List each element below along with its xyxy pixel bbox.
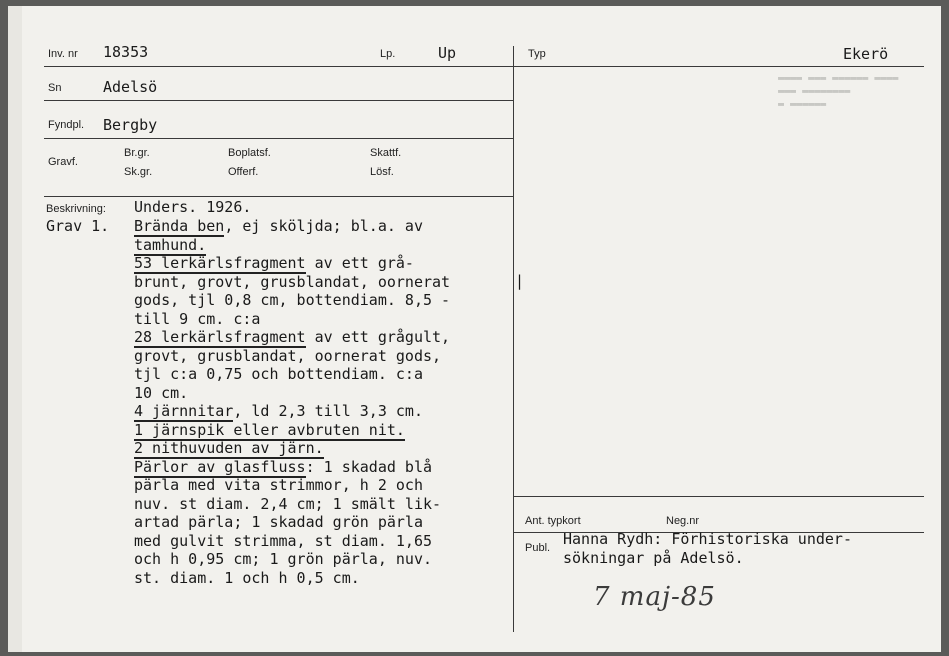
description-line (134, 365, 423, 384)
description-text: 10 cm. (134, 383, 189, 402)
description-text: brunt, grovt, grusblandat, oornerat (134, 272, 451, 291)
description-text: artad pärla; 1 skadad grön pärla (134, 513, 423, 531)
description-line (134, 476, 423, 495)
rule-2 (44, 100, 514, 101)
description-line (134, 310, 260, 329)
beskrivning-label: Beskrivning: (46, 203, 106, 215)
description-line (134, 254, 414, 273)
brgr-label: Br.gr. (124, 147, 150, 159)
description-text: med gulvit strimma, st diam. 1,65 (134, 531, 433, 550)
description-line (134, 291, 450, 310)
description-line (134, 550, 432, 569)
description-line (134, 328, 450, 347)
rule-4 (44, 196, 514, 197)
description-line (134, 217, 423, 236)
rule-typ (514, 66, 924, 67)
underlined-item: 4 järnnitar (134, 402, 234, 420)
description-line (134, 236, 206, 255)
sn-label: Sn (48, 82, 62, 94)
rule-3 (44, 138, 514, 139)
grav-label: Grav 1. (46, 217, 110, 235)
description-text: av ett grågult, (305, 328, 451, 346)
description-line (134, 421, 405, 440)
publ-label: Publ. (525, 542, 551, 554)
description-text: av ett grå- (305, 254, 414, 272)
underlined-item: Pärlor av glasfluss (134, 457, 306, 476)
description-text: grovt, grusblandat, oornerat gods, (134, 346, 442, 365)
description-text: : 1 skadad blå (305, 457, 433, 476)
underlined-item: tamhund. (134, 235, 207, 254)
description-line (134, 532, 432, 551)
description-text: st. diam. 1 och h 0,5 cm. (134, 568, 360, 587)
description-line (134, 439, 324, 458)
description-text: pärla med vita strimmor, h 2 och (134, 476, 423, 494)
description-text: till 9 cm. c:a (134, 309, 261, 328)
underlined-item: 53 lerkärlsfragment (134, 254, 306, 272)
margin-mark: | (515, 272, 525, 290)
typ-label: Typ (528, 48, 546, 60)
offerf-label: Offerf. (228, 166, 259, 178)
column-divider (513, 46, 514, 632)
inv-nr-label: Inv. nr (48, 48, 78, 60)
description-text: tjl c:a 0,75 och bottendiam. c:a (134, 365, 423, 383)
publ-line-1: Hanna Rydh: Förhistoriska under- (563, 530, 852, 548)
description-text: och h 0,95 cm; 1 grön pärla, nuv. (134, 550, 433, 568)
rule-ant (514, 496, 924, 497)
description-line (134, 513, 423, 532)
description-line (134, 273, 450, 292)
publ-line-2: sökningar på Adelsö. (563, 549, 744, 567)
boplatsf-label: Boplatsf. (228, 147, 271, 159)
lp-value: Up (438, 44, 457, 62)
underlined-item: 28 lerkärlsfragment (134, 328, 306, 346)
typ-value: Ekerö (843, 45, 889, 63)
fyndpl-label: Fyndpl. (48, 119, 85, 131)
skattf-label: Skattf. (370, 147, 402, 159)
underlined-item: Brända ben (134, 217, 225, 235)
fyndpl-value: Bergby (103, 116, 158, 134)
sn-value: Adelsö (103, 78, 158, 96)
description-line (134, 402, 423, 421)
inv-nr-value: 18353 (103, 43, 149, 61)
gravf-label: Gravf. (48, 156, 78, 168)
rule-1 (44, 66, 514, 67)
description-text: , ld 2,3 till 3,3 cm. (233, 402, 423, 420)
lp-label: Lp. (380, 48, 396, 60)
description-line (134, 458, 432, 477)
description-text: nuv. st diam. 2,4 cm; 1 smält lik- (134, 494, 442, 513)
description-line (134, 384, 188, 403)
desc-line-unders: Unders. 1926. (134, 198, 252, 216)
ghost-text: ▬▬▬▬ ▬▬▬ ▬▬▬▬▬▬ ▬▬▬▬ ▬▬▬ ▬▬▬▬▬▬▬▬ ▬ ▬▬▬▬▬▬ (778, 73, 899, 110)
description-line (134, 347, 441, 366)
ant-typkort-label: Ant. typkort (525, 515, 581, 527)
description-text: , ej sköljda; bl.a. av (224, 217, 423, 235)
description-text: gods, tjl 0,8 cm, bottendiam. 8,5 - (134, 291, 451, 309)
description-line (134, 495, 441, 514)
neg-nr-label: Neg.nr (666, 515, 700, 527)
catalog-card (8, 6, 941, 652)
handwritten-date: 7 maj-85 (593, 582, 716, 612)
underlined-item: 1 järnspik eller avbruten nit. (134, 420, 405, 439)
skgr-label: Sk.gr. (124, 166, 153, 178)
underlined-item: 2 nithuvuden av järn. (134, 439, 324, 457)
description-line (134, 569, 360, 588)
losf-label: Lösf. (370, 166, 394, 178)
